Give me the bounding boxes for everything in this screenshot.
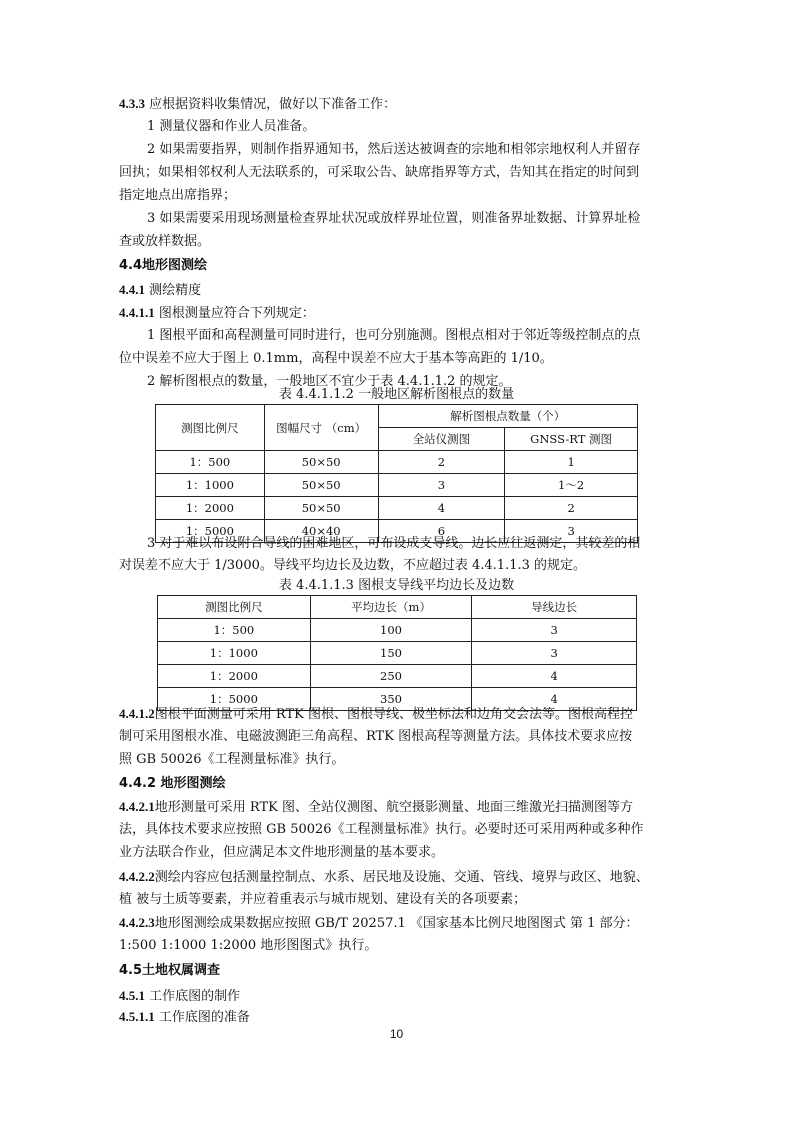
header-cell: 测图比例尺	[158, 596, 311, 619]
table-cell: 100	[310, 619, 472, 642]
clause-number: 4.4.2.1	[119, 799, 155, 814]
clause-number: 4.5.1	[119, 988, 145, 1003]
clause-4-4-1	[119, 281, 679, 300]
section-heading: 4.5土地权属调查	[119, 963, 221, 978]
table-cell: 3	[505, 520, 638, 543]
clause-4-4-2-3	[119, 914, 679, 933]
table-cell: 250	[310, 665, 472, 688]
table-cell: 6	[378, 520, 505, 543]
table-cell: 3	[378, 474, 505, 497]
header-cell: 解析图根点数量（个）	[378, 405, 637, 428]
clause-text: 测绘内容应包括测量控制点、水系、居民地及设施、交通、管线、境界与政区、地貌、	[154, 870, 649, 885]
table-row	[156, 474, 638, 497]
table-cell: 1：5000	[156, 520, 265, 543]
table-cell: 4	[378, 497, 505, 520]
page-number: 10	[389, 1027, 404, 1041]
table-cell: 3	[472, 642, 637, 665]
paragraph-line: 3 如果需要采用现场测量检查界址状况或放样界址位置，则准备界址数据、计算界址检	[147, 211, 641, 226]
table-cell: 50×50	[264, 497, 378, 520]
paragraph-line: 1:500 1:1000 1:2000 地形图图式》执行。	[119, 938, 378, 953]
paragraph-line: 1 测量仪器和作业人员准备。	[147, 119, 316, 134]
table-row	[158, 665, 637, 688]
table-cell: 1：2000	[158, 665, 311, 688]
clause-4-4-2-1	[119, 798, 679, 817]
table-cell: 50×50	[264, 474, 378, 497]
paragraph-line: 1 图根平面和高程测量可同时进行，也可分别施测。图根点相对于邻近等级控制点的点	[147, 328, 641, 343]
table-cell: 2	[378, 451, 505, 474]
table-header-row	[156, 405, 638, 428]
table-row	[158, 642, 637, 665]
clause-4-3-3	[119, 95, 679, 114]
header-cell: 图幅尺寸 （cm）	[264, 405, 378, 451]
clause-4-5-1-1	[119, 1008, 679, 1027]
table-cell: 1：1000	[158, 642, 311, 665]
clause-text: 地形测量可采用 RTK 图、全站仪测图、航空摄影测量、地面三维激光扫描测图等方	[154, 800, 633, 815]
clause-text: 工作底图的制作	[149, 989, 241, 1004]
header-cell: 全站仪测图	[378, 428, 505, 451]
table-cell: 1～2	[505, 474, 638, 497]
clause-text: 工作底图的准备	[158, 1010, 250, 1025]
table-row	[158, 619, 637, 642]
table-header-row	[158, 596, 637, 619]
paragraph-line: 指定地点出席指界；	[119, 188, 237, 203]
clause-4-5-1	[119, 987, 679, 1006]
table-cell: 2	[505, 497, 638, 520]
table-cell: 1：2000	[156, 497, 265, 520]
table-cell: 350	[310, 688, 472, 711]
table-row	[156, 451, 638, 474]
header-cell: 平均边长（m）	[310, 596, 472, 619]
clause-number: 4.4.2.3	[119, 915, 155, 930]
paragraph-line: 2 解析图根点的数量，一般地区不宜少于表 4.4.1.1.2 的规定。	[147, 374, 512, 389]
paragraph-line: 回执；如果相邻权利人无法联系的，可采取公告、缺席指界等方式，告知其在指定的时间到	[119, 165, 640, 180]
table-control-points	[155, 404, 638, 543]
clause-number: 4.4.2.2	[119, 869, 155, 884]
header-cell: 测图比例尺	[156, 405, 265, 451]
table-cell: 1	[505, 451, 638, 474]
table-cell: 50×50	[264, 451, 378, 474]
paragraph-line: 对误差不应大于 1/3000。导线平均边长及边数，不应超过表 4.4.1.1.3 的规定。	[119, 558, 587, 573]
paragraph-line: 2 如果需要指界，则制作指界通知书，然后送达被调查的宗地和相邻宗地权利人并留存	[147, 142, 641, 157]
clause-number: 4.4.1	[119, 282, 145, 297]
clause-number: 4.5.1.1	[119, 1009, 155, 1024]
table-cell: 1：500	[156, 451, 265, 474]
paragraph-line: 植 被与土质等要素，并应着重表示与城市规划、建设有关的各项要素；	[119, 892, 527, 907]
clause-text: 地形图测绘成果数据应按照 GB/T 20257.1 《国家基本比例尺地图图式 第 1 部分：	[154, 916, 639, 931]
clause-text: 应根据资料收集情况，做好以下准备工作：	[149, 97, 397, 112]
table-cell: 1：1000	[156, 474, 265, 497]
table-caption: 表 4.4.1.1.3 图根支导线平均边长及边数	[278, 578, 515, 593]
paragraph-line: 3 对于难以布设附合导线的困难地区，可布设成支导线。边长应往返测定，其较差的相	[147, 536, 641, 551]
table-traverse	[157, 595, 637, 711]
paragraph-line: 查或放样数据。	[119, 234, 211, 249]
clause-4-4-1-1	[119, 304, 679, 323]
clause-text: 图根平面测量可采用 RTK 图根、图根导线、极坐标法和边角交会法等。图根高程控	[154, 707, 633, 722]
table-caption: 表 4.4.1.1.2 一般地区解析图根点的数量	[278, 387, 515, 402]
paragraph-line: 业方法联合作业，但应满足本文件地形测量的基本要求。	[119, 845, 445, 860]
table-cell: 3	[472, 619, 637, 642]
clause-number: 4.4.1.2	[119, 706, 155, 721]
clause-text: 图根测量应符合下列规定：	[158, 306, 315, 321]
paragraph-line: 照 GB 50026《工程测量标准》执行。	[119, 752, 345, 767]
clause-4-4-1-2	[119, 705, 679, 724]
section-heading: 4.4地形图测绘	[119, 258, 208, 273]
table-cell: 1：5000	[158, 688, 311, 711]
subsection-heading: 4.4.2 地形图测绘	[119, 776, 226, 791]
clause-4-4-2-2	[119, 868, 679, 887]
paragraph-line: 制可采用图根水准、电磁波测距三角高程、RTK 图根高程等测量方法。具体技术要求应按	[119, 729, 633, 744]
table-row	[156, 497, 638, 520]
paragraph-line: 位中误差不应大于图上 0.1mm，高程中误差不应大于基本等高距的 1/10。	[119, 351, 553, 366]
table-cell: 4	[472, 688, 637, 711]
table-cell: 40×40	[264, 520, 378, 543]
clause-text: 测绘精度	[149, 283, 202, 298]
clause-number: 4.4.1.1	[119, 305, 155, 320]
paragraph-line: 法，具体技术要求应按照 GB 50026《工程测量标准》执行。必要时还可采用两种或多种作	[119, 822, 644, 837]
table-cell: 1：500	[158, 619, 311, 642]
table-cell: 4	[472, 665, 637, 688]
table-cell: 150	[310, 642, 472, 665]
header-cell: GNSS-RT 测图	[505, 428, 638, 451]
clause-number: 4.3.3	[119, 96, 145, 111]
header-cell: 导线边长	[472, 596, 637, 619]
